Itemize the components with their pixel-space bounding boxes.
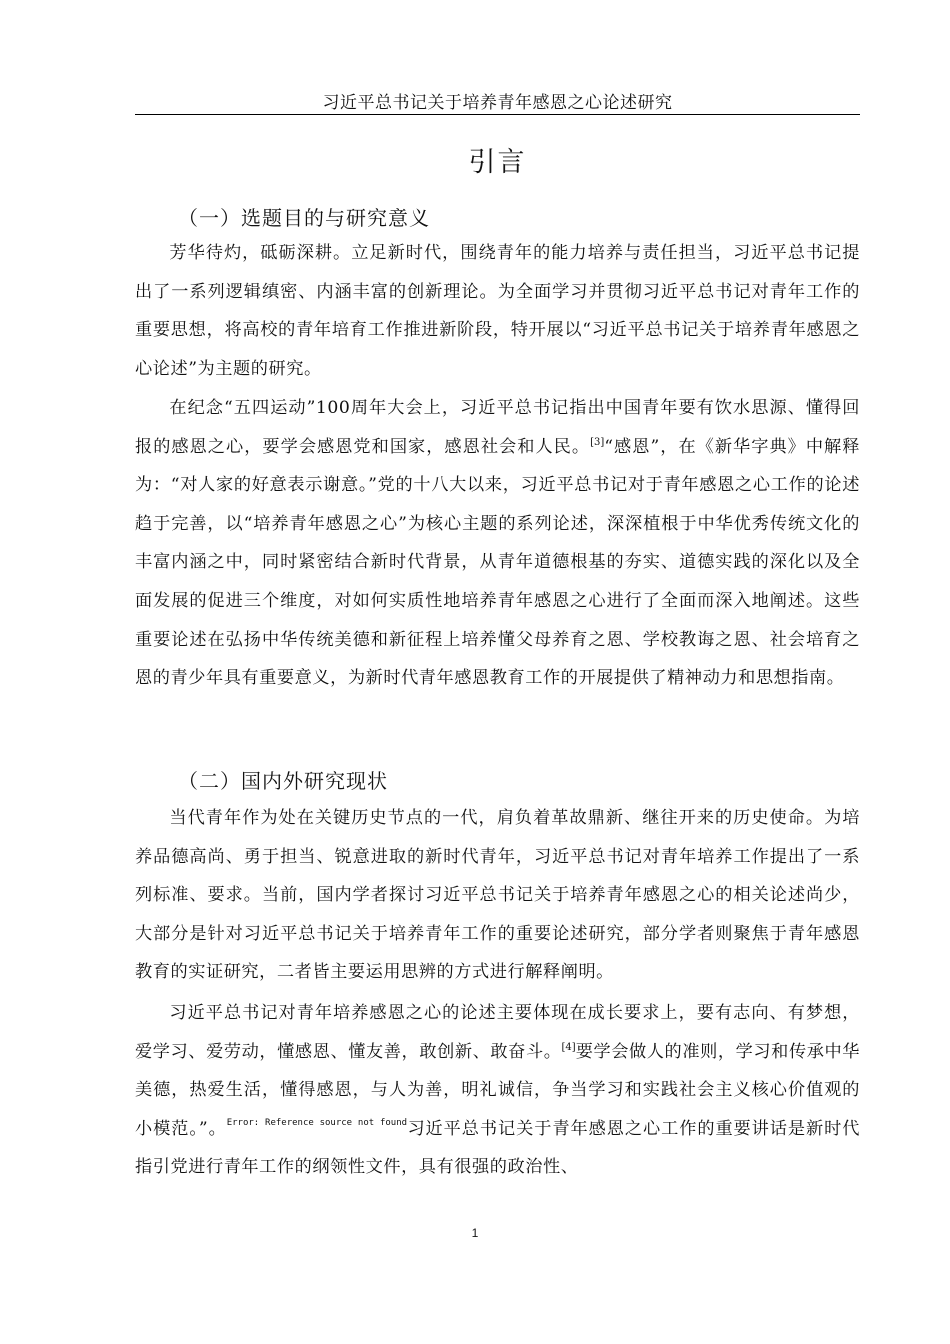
paragraph-2 [135,389,860,698]
paragraph-2-part-b: “感恩”，在《新华字典》中解释为：“对人家的好意表示谢意。”党的十八大以来，习近平总书记对于青年感恩之心工作的论述趋于完善，以“培养青年感恩之心”为核心主题的系列论述，深深植根于中华优秀传统文化的丰富内涵之中，同时紧密结合新时代背景，从青年道德根基的夯实、道德实践的深化以及全面发展的促进三个维度，对如何实质性地培养青年感恩之心进行了全面而深入地阐述。这些重要论述在弘扬中华传统美德和新征程上培养懂父母养育之恩、学校教诲之恩、社会培育之恩的青少年具有重要意义，为新时代青年感恩教育工作的开展提供了精神动力和思想指南。 [135,436,860,689]
section-heading-2: （二）国内外研究现状 [178,769,388,793]
citation-ref-4: [4] [561,1041,576,1053]
reference-error-text: Error: Reference source not found [226,1117,408,1128]
page-title: 引言 [468,147,527,178]
citation-ref-3: [3] [590,436,605,448]
paragraph-4-part-a: 习近平总书记对青年培养感恩之心的论述主要体现在成长要求上，要有志向、有梦想，爱学习、爱劳动，懂感恩、懂友善，敢创新、敢奋斗。 [135,1003,860,1062]
section-heading-1: （一）选题目的与研究意义 [178,206,430,230]
paragraph-1: 芳华待灼，砥砺深耕。立足新时代，围绕青年的能力培养与责任担当，习近平总书记提出了一系列逻辑缜密、内涵丰富的创新理论。为全面学习并贯彻习近平总书记对青年工作的重要思想，将高校的青年培育工作推进新阶段，特开展以“习近平总书记关于培养青年感恩之心论述”为主题的研究。 [135,243,860,379]
paragraph-4 [135,994,860,1187]
paragraph-4-part-b: 要学会做人的准则，学习和传承中华美德，热爱生活，懂得感恩，与人为善，明礼诚信，争当学习和实践社会主义核心价值观的小模范。”。 [135,1041,860,1139]
paragraph-3: 当代青年作为处在关键历史节点的一代，肩负着革故鼎新、继往开来的历史使命。为培养品德高尚、勇于担当、锐意进取的新时代青年，习近平总书记对青年培养工作提出了一系列标准、要求。当前，国内学者探讨习近平总书记关于培养青年感恩之心的相关论述尚少，大部分是针对习近平总书记关于培养青年工作的重要论述研究，部分学者则聚焦于青年感恩教育的实证研究，二者皆主要运用思辨的方式进行解释阐明。 [135,808,860,983]
header-rule [135,114,860,115]
paragraph-4-part-c: 习近平总书记关于青年感恩之心工作的重要讲话是新时代指引党进行青年工作的纲领性文件，具有很强的政治性、 [135,1118,860,1178]
running-header: 习近平总书记关于培养青年感恩之心论述研究 [322,93,673,113]
paragraph-2-part-a: 在纪念“五四运动”100周年大会上，习近平总书记指出中国青年要有饮水思源、懂得回报的感恩之心，要学会感恩党和国家，感恩社会和人民。 [135,398,860,457]
page-number: 1 [471,1226,479,1240]
